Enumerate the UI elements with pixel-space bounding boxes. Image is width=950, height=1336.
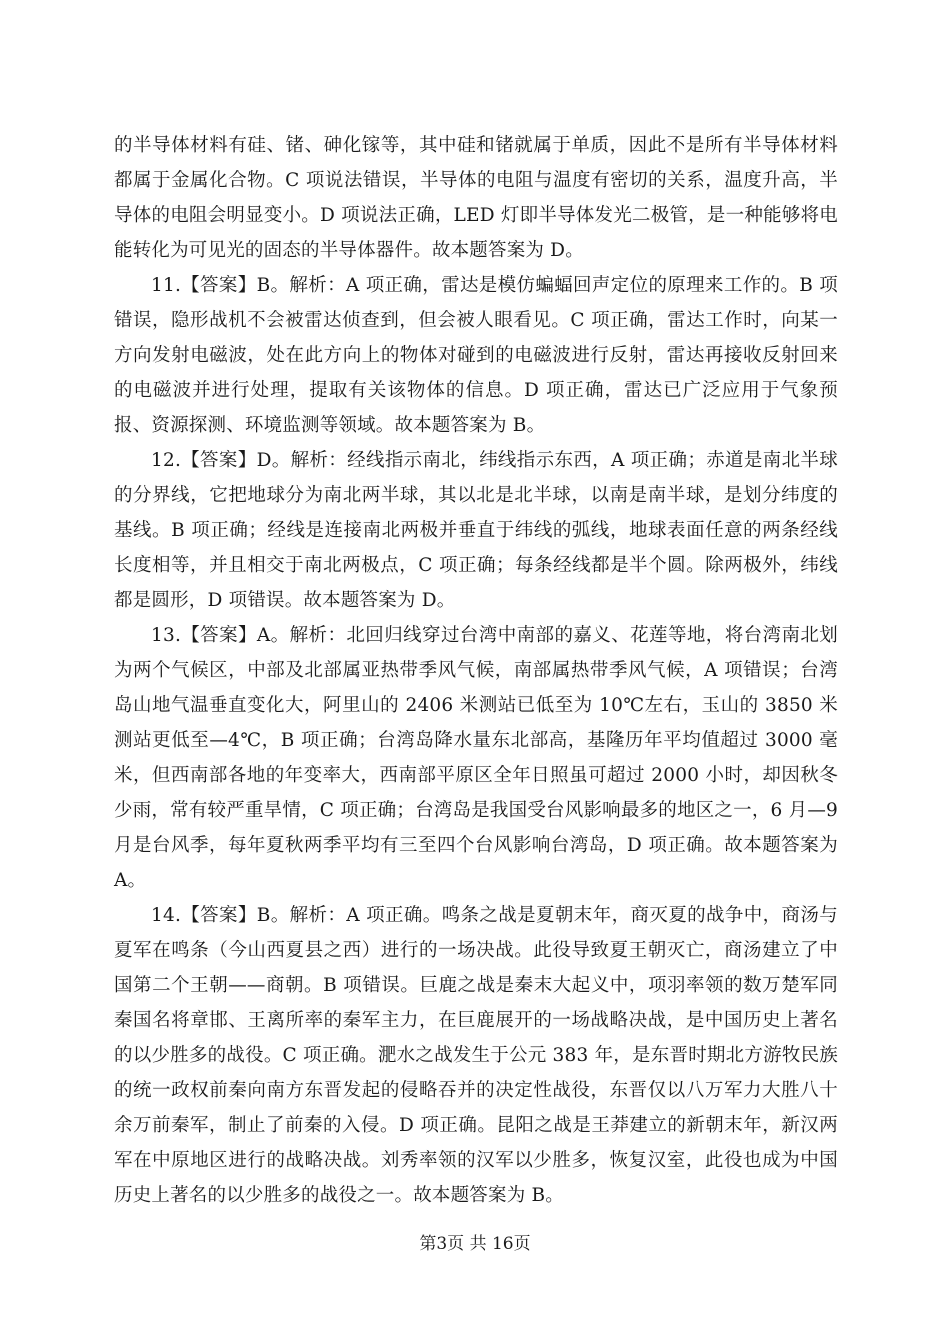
answer-14: 14.【答案】B。解析：A 项正确。鸣条之战是夏朝末年，商灭夏的战争中，商汤与夏军在鸣条（今山西夏县之西）进行的一场决战。此役导致夏王朝灭亡，商汤建立了中国第二个王朝——商朝。B 项错误。巨鹿之战是秦末大起义中，项羽率领的数万楚军同秦国名将章邯、王离所率的秦军主力，在巨鹿展开的一场战略决战，是中国历史上著名的以少胜多的战役。C 项正确。淝水之战发生于公元 383 年，是东晋时期北方游牧民族的统一政权前秦向南方东晋发起的侵略吞并的决定性战役，东晋仅以八万军力大胜八十余万前秦军，制止了前秦的入侵。D 项正确。昆阳之战是王莽建立的新朝末年，新汉两军在中原地区进行的战略决战。刘秀率领的汉军以少胜多，恢复汉室，此役也成为中国历史上著名的以少胜多的战役之一。故本题答案为 B。 — [114, 905, 838, 1206]
document-body — [114, 128, 838, 1213]
answer-11: 11.【答案】B。解析：A 项正确，雷达是模仿蝙蝠回声定位的原理来工作的。B 项错误，隐形战机不会被雷达侦查到，但会被人眼看见。C 项正确，雷达工作时，向某一方向发射电磁波，处在此方向上的物体对碰到的电磁波进行反射，雷达再接收反射回来的电磁波并进行处理，提取有关该物体的信息。D 项正确，雷达已广泛应用于气象预报、资源探测、环境监测等领域。故本题答案为 B。 — [114, 275, 838, 436]
page-number: 第3页 共 16页 — [419, 1234, 531, 1254]
paragraph-continuation: 的半导体材料有硅、锗、砷化镓等，其中硅和锗就属于单质，因此不是所有半导体材料都属于金属化合物。C 项说法错误，半导体的电阻与温度有密切的关系，温度升高，半导体的电阻会明显变小。D 项说法正确，LED 灯即半导体发光二极管，是一种能够将电能转化为可见光的固态的半导体器件。故本题答案为 D。 — [114, 135, 838, 261]
answer-13: 13.【答案】A。解析：北回归线穿过台湾中南部的嘉义、花莲等地，将台湾南北划为两个气候区，中部及北部属亚热带季风气候，南部属热带季风气候，A 项错误；台湾岛山地气温垂直变化大，阿里山的 2406 米测站已低至为 10℃左右，玉山的 3850 米测站更低至—4℃，B 项正确；台湾岛降水量东北部高，基隆历年平均值超过 3000 毫米，但西南部各地的年变率大，西南部平原区全年日照虽可超过 2000 小时，却因秋冬少雨，常有较严重旱情，C 项正确；台湾岛是我国受台风影响最多的地区之一，6 月—9 月是台风季，每年夏秋两季平均有三至四个台风影响台湾岛，D 项正确。故本题答案为 A。 — [114, 625, 838, 891]
answer-12: 12.【答案】D。解析：经线指示南北，纬线指示东西，A 项正确；赤道是南北半球的分界线，它把地球分为南北两半球，其以北是北半球，以南是南半球，是划分纬度的基线。B 项正确；经线是连接南北两极并垂直于纬线的弧线，地球表面任意的两条经线长度相等，并且相交于南北两极点，C 项正确；每条经线都是半个圆。除两极外，纬线都是圆形，D 项错误。故本题答案为 D。 — [114, 450, 838, 611]
